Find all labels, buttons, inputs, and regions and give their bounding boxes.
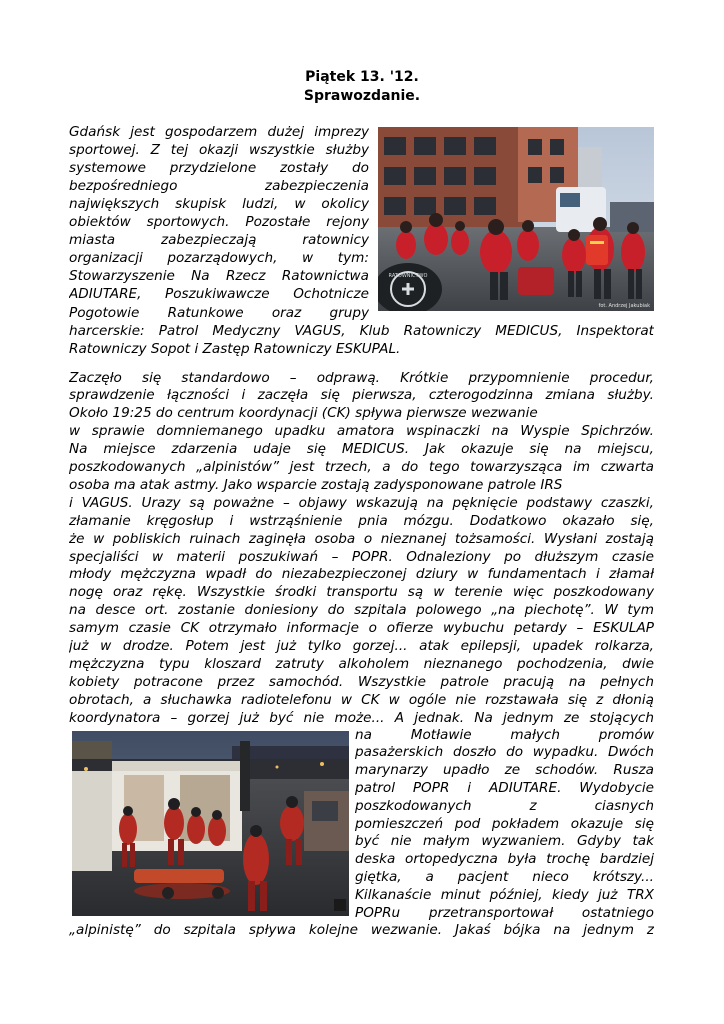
text-line: i VAGUS. Urazy są poważne – objawy wskazują na pęknięcie podstawy czaszki, — [69, 494, 654, 511]
text-line: Na miejsce zdarzenia udaje się MEDICUS. Jak okazuje się na miejscu, — [69, 441, 654, 458]
text-line: ADIUTARE, Poszukiwawcze Ochotnicze — [69, 286, 369, 303]
text-line: Zaczęło się standardowo – odprawą. Krótkie przypomnienie procedur, — [69, 369, 654, 386]
text-line: mężczyzna typu kloszard zatruty alkoholem nieznanego pochodzenia, dwie — [69, 655, 654, 672]
photo-caption: fot. Andrzej Jakubiak — [598, 303, 650, 309]
ambulance-text: RATOWNICTWO — [388, 273, 428, 279]
text-line: pasażerskich doszło do wypadku. Dwóch — [355, 744, 654, 761]
text-line: specjaliści w materii poszukiwań – POPR. Odnaleziony po dłuższym czasie — [69, 548, 654, 565]
text-line: POPRu przetransportował ostatniego — [355, 904, 654, 921]
text-line: Stowarzyszenie Na Rzecz Ratownictwa — [69, 268, 369, 285]
page-subtitle: Sprawozdanie. — [303, 88, 421, 104]
text-line: sprawdzenie łączności i zaczęła się pierwsza, czterogodzinna zmiana służby. — [69, 387, 654, 404]
text-line: harcerskie: Patrol Medyczny VAGUS, Klub Ratowniczy MEDICUS, Inspektorat — [69, 322, 654, 339]
photo-rescuers-briefing — [378, 127, 654, 311]
photo-field-hospital — [72, 731, 349, 916]
text-line: bezpośredniego zabezpieczenia — [69, 177, 369, 194]
text-line: obiektów sportowych. Pozostałe rejony — [69, 214, 369, 230]
text-line: samym czasie CK otrzymało informacje o ofierze wybuchu petardy – ESKULAP — [69, 620, 654, 637]
text-line: kobiety potracone przez samochód. Wszystkie patrole pracują na pełnych — [69, 673, 654, 690]
text-line: największych skupisk ludzi, w okolicy — [69, 195, 369, 212]
text-line: osoba ma atak astmy. Jako wsparcie zostają zadysponowane patrole IRS — [69, 476, 563, 493]
text-line: poszkodowanych z ciasnych — [355, 797, 654, 814]
text-line: deska ortopedyczna była trochę bardziej — [355, 851, 654, 868]
text-line: Pogotowie Ratunkowe oraz grupy — [69, 304, 369, 321]
text-line: „alpinistę” do szpitala spływa kolejne wezwanie. Jakaś bójka na jednym z — [69, 922, 654, 939]
text-line: sportowej. Z tej okazji wszystkie służby — [69, 141, 369, 158]
text-line: że w pobliskich ruinach zaginęła osoba o nieznanej tożsamości. Wysłani zostają — [69, 530, 654, 547]
text-line: obrotach, a słuchawka radiotelefonu w CK w ogóle nie rozstawała się z dłonią — [69, 691, 654, 708]
photo-field-hospital-image — [72, 731, 349, 916]
text-line: na desce ort. zostanie doniesiony do szpitala polowego „na piechotę”. W tym — [69, 602, 654, 619]
text-line: giętka, a pacjent nieco krótszy... — [355, 868, 654, 885]
text-line: już w drodze. Potem jest już tylko gorzej... atak epilepsji, upadek rolkarza, — [69, 638, 654, 654]
text-line: organizacji pozarządowych, w tym: — [69, 250, 369, 267]
photo-rescuers-briefing-image — [378, 127, 654, 311]
page-title: Piątek 13. '12. — [305, 69, 419, 85]
text-line: na Motławie małych promów — [355, 726, 654, 743]
text-line: pomieszczeń pod pokładem okazuje się — [355, 815, 654, 832]
text-line: Gdańsk jest gospodarzem dużej imprezy — [69, 123, 369, 140]
text-line: poszkodowanych „alpinistów” jest trzech, a do tego towarzysząca im czwarta — [69, 459, 654, 475]
text-line: miasta zabezpieczają ratownicy — [69, 232, 369, 249]
text-line: złamanie kręgosłup i wstrząśnienie pnia mózgu. Dodatkowo okazało się, — [69, 512, 654, 529]
text-line: być nie małym wyzwaniem. Gdyby tak — [355, 833, 654, 850]
text-line: młody mężczyzna wpadł do niezabezpieczonej dziury w fundamentach i złamał — [69, 566, 654, 583]
text-line: systemowe przydzielone zostały do — [69, 159, 369, 176]
text-line: Kilkanaście minut później, kiedy już TRX — [355, 886, 654, 903]
text-line: Około 19:25 do centrum koordynacji (CK) spływa pierwsze wezwanie — [69, 405, 538, 422]
text-line: nogę oraz rękę. Wszystkie środki transportu są w terenie więc poszkodowany — [69, 584, 654, 601]
text-line: patrol POPR i ADIUTARE. Wydobycie — [355, 779, 654, 796]
text-line: Ratowniczy Sopot i Zastęp Ratowniczy ESKUPAL. — [69, 340, 401, 357]
text-line: marynarzy upadło ze schodów. Rusza — [355, 762, 654, 779]
text-line: w sprawie domniemanego upadku amatora wspinaczki na Wyspie Spichrzów. — [69, 423, 654, 440]
text-line: koordynatora – gorzej już być nie może... A jednak. Na jednym ze stojących — [69, 709, 654, 726]
